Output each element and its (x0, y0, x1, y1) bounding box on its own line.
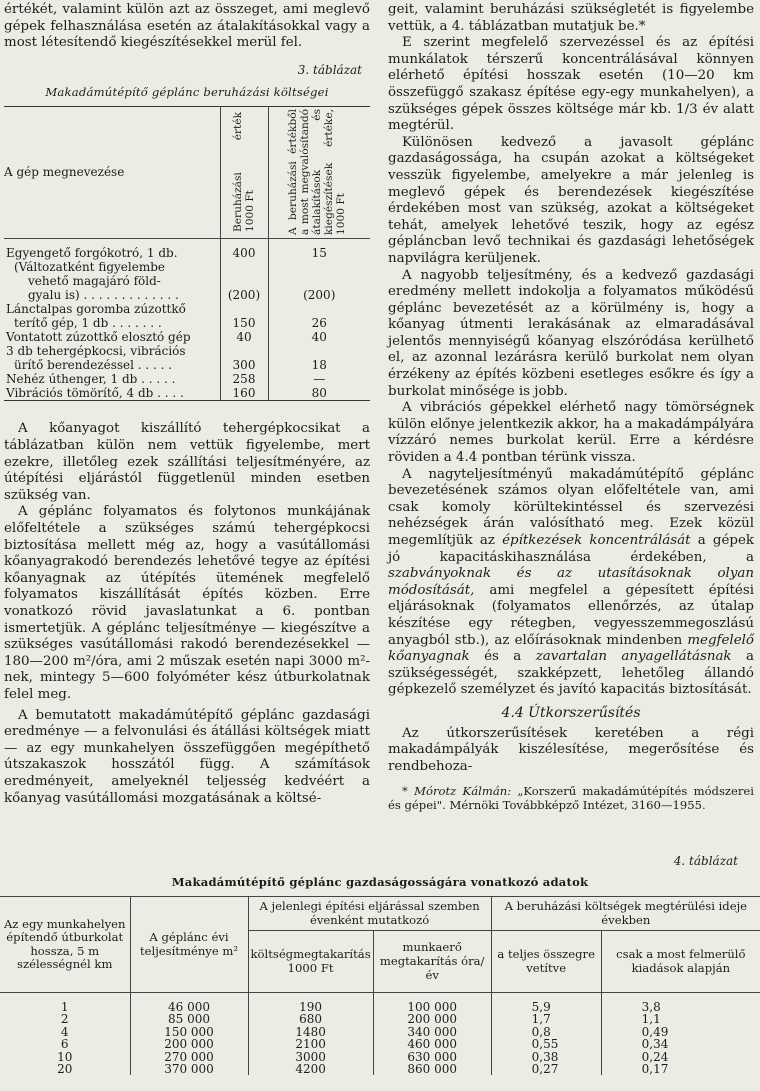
table-row: 10 270 000 3000 630 000 0,38 0,24 (0, 1051, 760, 1063)
table-row: 1 46 000 190 100 000 5,9 3,8 (0, 1001, 760, 1013)
right-column (388, 0, 754, 813)
paragraph: A nagyteljesítményű makadámútépítő géplánc bevezetésének számos olyan előfeltétele van, ami csak komoly körültekintéssel és szervezési nehézségek árán valósítható meg. Ezek közül megemlítjük az építkezések koncentrálását a gépek jó kapacitáskihasználása érdekében, a szabványoknak és az utasításoknak olyan módosítását, ami megfelel a gépesített építési eljárásoknak (folyamatos ellenőrzés, az útalap készítése egy rétegben, vegyesszemmegoszlású anyagból stb.), az előírásoknak mindenben megfelelő kőanyagnak és a zavartalan anyagellátásnak a szükségességét, szakképzett, lehetőleg állandó gépkezelő személyzet és javító kapacitás biztosítását. (388, 466, 754, 698)
table-title: Makadámútépítő géplánc gazdaságosságára vonatkozó adatok (171, 874, 589, 889)
table4-section (0, 853, 760, 1075)
paragraph: Az útkorszerűsítések keretében a régi makadámpályák kiszélesítése, megerősítése és rendbehoza- (388, 725, 754, 774)
paragraph: A kőanyagot kiszállító tehergépkocsikat a táblázatban külön nem vettük figyelembe, mert ezekre, illetőleg ezek szállítási teljesítményére, az útépítési eljárástól függetlenül minden esetben szükség van. (4, 421, 370, 503)
table-row: 4 150 000 1480 340 000 0,8 0,49 (0, 1026, 760, 1038)
footnote: * Mórotz Kálmán: „Korszerű makadámútépítés módszerei és gépei". Mérnöki Továbbképző Intézet, 3160—1955. (388, 784, 755, 812)
column-header: munkaerő megtakarítás óra/év (373, 931, 491, 993)
table-title: Makadámútépítő géplánc beruházási költségei (45, 85, 329, 100)
table-row: Lánctalpas goromba zúzottkő (4, 302, 370, 316)
left-column (4, 0, 370, 807)
section-heading: 4.4 Útkorszerűsítés (501, 704, 641, 721)
column-header: költségmegtakarítás 1000 Ft (248, 931, 373, 993)
table-row: (Változatként figyelembe (4, 260, 370, 274)
paragraph: A bemutatott makadámútépítő géplánc gazdasági eredménye — a felvonulási és átállási költségek miatt — az egy munkahelyen összefüggően megépíthető útszakaszok hosszától függ. A számítások eredményeit, amelyeknél teljesség kedvéért a kőanyag vasútállomási mozgatásának a költsé- (4, 707, 370, 806)
column-header: Az egy munkahelyen építendő útburkolat hossza, 5 m szélességnél km (0, 897, 130, 993)
table-bottom-rule (4, 400, 370, 401)
table-row: vehető magajáró föld- (4, 274, 370, 288)
table-row: Vibrációs tömörítő, 4 db . . . . 160 80 (4, 386, 370, 400)
paragraph: értékét, valamint külön azt az összeget, ami meglevő gépek felhasználása esetén az átalakításokkal vagy a most létesítendő kiegészítésekkel merül fel. (4, 2, 370, 51)
column-group-header: A jelenlegi építési eljárással szemben évenként mutatkozó (248, 897, 491, 931)
table-row: gyalu is) . . . . . . . . . . . . . (200) (200) (4, 288, 370, 302)
table-row: 2 85 000 680 200 000 1,7 1,1 (0, 1013, 760, 1025)
table-row: 3 db tehergépkocsi, vibrációs (4, 344, 370, 358)
table-row: Nehéz úthenger, 1 db . . . . . 258 — (4, 372, 370, 386)
column-header: a teljes összegre vetítve (491, 931, 601, 993)
column-header: A géplánc évi teljesítménye m² (130, 897, 248, 993)
paragraph: geit, valamint beruházási szükségletét is figyelembe vettük, a 4. táblázatban mutatjuk be.* (388, 2, 754, 34)
paragraph: A vibrációs gépekkel elérhető nagy tömörségnek külön előnye jelentkezik akkor, ha a makadámpályára vízzáró nemes burkolat kerül. Erre a kérdésre röviden a 4.4 pontban térünk vissza. (388, 400, 754, 466)
column-header: A gép megnevezése (4, 106, 220, 238)
paragraph: A nagyobb teljesítmény, és a kedvező gazdasági eredmény mellett indokolja a folyamatos működésű géplánc bevezetését az a körülmény is, hogy a kőanyag útmenti lerakásának az elmaradásával jelentős mennyiségű kőanyag elszóródása kerülhető el, az azonnal lezárásra kerülő burkolat nem olyan érzékeny az építés közbeni esetleges esőkre és így a burkolat minősége is jobb. (388, 267, 754, 399)
investment-cost-table (4, 106, 370, 401)
economy-data-table (0, 896, 760, 1075)
paragraph: A géplánc folyamatos és folytonos munkájának előfeltétele a szükséges számú tehergépkocsi biztosítása mellett még az, hogy a vasútállomási kőanyagrakodó berendezés lehetővé tegye az építési kőanyagnak az útépítés ütemének megfelelő folyamatos kiszállítását építés közben. Erre vonatkozó rövid javaslatunkat a 6. pontban ismertetjük. A géplánc teljesítménye — kiegészítve a szükséges vasútállomási rakodó berendezésekkel — 180—200 m²/óra, ami 2 műszak esetén napi 3000 m²-nek, mintegy 5—600 folyóméter kész útburkolatnak felel meg. (4, 504, 370, 702)
table-row: 20 370 000 4200 860 000 0,27 0,17 (0, 1063, 760, 1075)
column-header: A beruházási értékből a most megvalósítandó átalakítások és kiegészítések értéke, 1000 Ft (268, 106, 370, 238)
paragraph: E szerint megfelelő szervezéssel és az építési munkálatok térszerű koncentrálásával könnyen elérhető építési hosszak esetén (10—20 km összefüggő szakasz építése egy-egy munkahelyen), a szükséges gépek összes költsége már kb. 1/3 év alatt megtérül. (388, 35, 754, 134)
paragraph: Különösen kedvező a javasolt géplánc gazdaságossága, ha csupán azokat a költségeket vesszük figyelembe, amelyekre a már jelenleg is meglevő gépek és berendezések kiegészítése érdekében most van szükség, azokat a költségeket tehát, amelyek lehetővé teszik, hogy az egész gépláncban levő technikai és gazdasági lehetőségek napvilágra kerüljenek. (388, 134, 754, 266)
table-row: terítő gép, 1 db . . . . . . . 150 26 (4, 316, 370, 330)
table-row: 6 200 000 2100 460 000 0,55 0,34 (0, 1038, 760, 1050)
table-row: Egyengető forgókotró, 1 db. 400 15 (4, 246, 370, 260)
column-group-header: A beruházási költségek megtérülési ideje években (491, 897, 760, 931)
table-row: Vontatott zúzottkő elosztó gép 40 40 (4, 330, 370, 344)
table-number: 3. táblázat (297, 62, 362, 77)
column-header: Beruházási érték 1000 Ft (220, 106, 268, 238)
table-row: ürítő berendezéssel . . . . . 300 18 (4, 358, 370, 372)
table-number: 4. táblázat (673, 854, 738, 868)
column-header: csak a most felmerülő kiadások alapján (601, 931, 760, 993)
